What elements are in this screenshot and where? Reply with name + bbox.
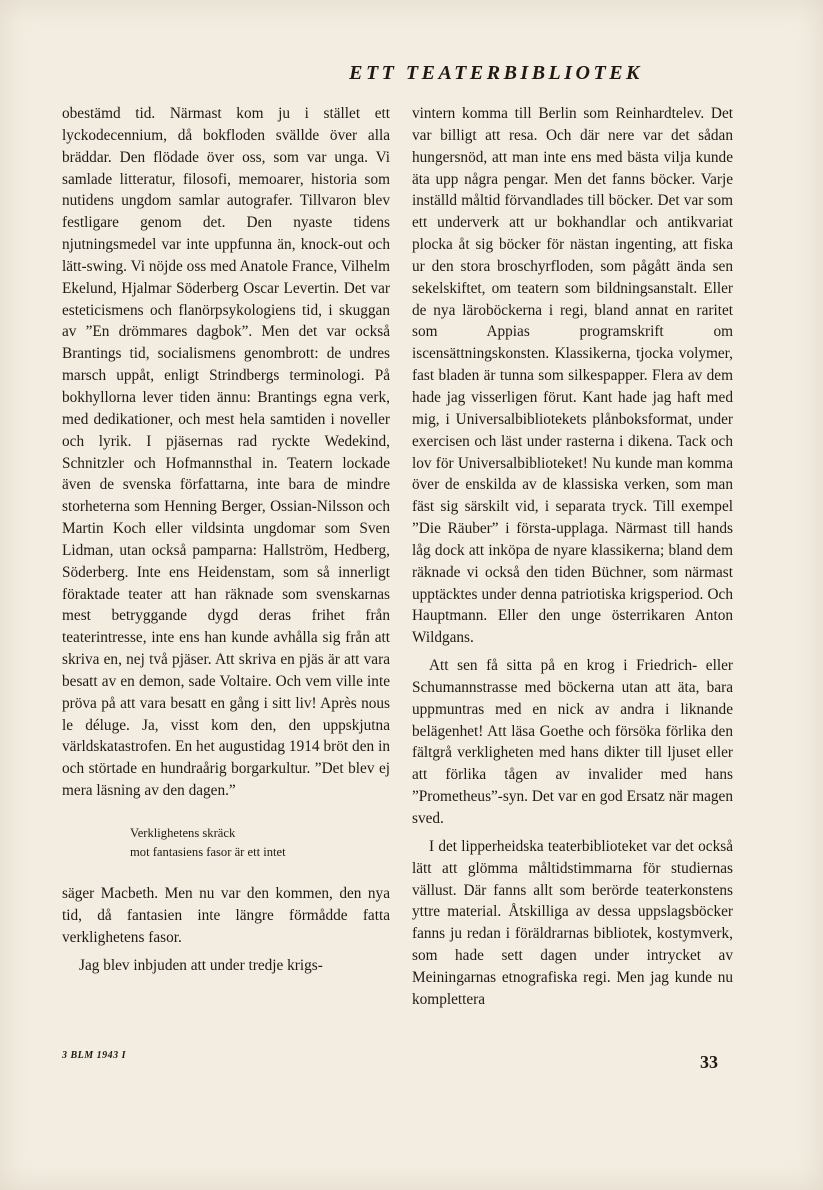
- left-column: [62, 103, 390, 976]
- right-paragraph-2: Att sen få sitta på en krog i Friedrich- eller Schumannstrasse med böckerna utan att äta, bara uppmuntras med en nick av andra i liknande belägenhet! Att läsa Goethe och försöka förlika den fältgrå verkligheten med hans dikter till ljuset eller att förlika tågen av invalider med hans ”Prometheus”-syn. Det var en god Ersatz när magen sved.: [412, 657, 733, 827]
- quote-line-2: mot fantasiens fasor är ett intet: [130, 844, 286, 859]
- running-head: [0, 58, 800, 88]
- verse-quote: [62, 824, 390, 861]
- running-head-text: ETT TEATERBIBLIOTEK: [349, 62, 643, 84]
- right-paragraph-1: vintern komma till Berlin som Reinhardtelev. Det var billigt att resa. Och där nere var det sådan hungersnöd, att man inte ens med bästa vilja kunde äta upp några pengar. Men det fanns böcker. Varje inställd måltid förvandlades till böcker. Det var som ett underverk att ur bokhandlar och antikvariat plocka åt sig böcker för nästan ingenting, att fiska ur den stora broschyrfloden, som pågått ända sen sekelskiftet, om teatern som bildningsanstalt. Eller de nya läroböckerna i regi, bland annat en raritet som Appias programskrift om iscensättningskonsten. Klassikerna, tjocka volymer, fast bladen är tunna som silkespapper. Flera av dem hade jag visserligen förut. Kant hade jag haft med mig, i Universalbibliotekets plånboksformat, under exercisen och läst under rasterna i dikena. Tack och lov för Universalbiblioteket! Nu kunde man komma över de enskilda av de klassiska verken, som man fäst sig särskilt vid, i separata tryck. Till exempel ”Die Räuber” i första-upplaga. Närmast till hands låg dock att inköpa de nyare klassikerna; bland dem räknade vi också den tiden Büchner, som närmast upptäcktes under denna patriotiska krigsperiod. Och Hauptmann. Eller den unge österrikaren Anton Wildgans.: [412, 105, 733, 647]
- left-paragraph-1: obestämd tid. Närmast kom ju i stället ett lyckodecennium, då bokfloden svällde över alla bräddar. Den flödade över oss, som var unga. Vi samlade litteratur, filosofi, memoarer, historia som nutidens ungdom samlar autografer. Tillvaron blev festligare genom det. Den nyaste tidens njutningsmedel var inte uppfunna än, knock-out och lätt-swing. Vi nöjde oss med Anatole France, Vilhelm Ekelund, Hjalmar Söderberg Oscar Levertin. Det var esteticismens och flanörpsykologiens tid, i skuggan av ”En drömmares dagbok”. Men det var också Brantings tid, socialismens genombrott: de undres marsch uppåt, enligt Strindbergs terminologi. På bokhyllorna lever tiden ännu: Brantings egna verk, med dedikationer, och mest hela samtiden i noveller och lyrik. I pjäsernas rad ryckte Wedekind, Schnitzler och Hofmannsthal in. Teatern lockade även de svenska författarna, inte bara de mindre storheterna som Henning Berger, Ossian-Nilsson och Martin Koch eller vildsinta ungdomar som Sven Lidman, utan också pamparna: Hallström, Hedberg, Söderberg. Inte ens Heidenstam, som så innerligt föraktade teater att han räknade som svenskarnas mest betryggande dygd deras frihet från teaterintresse, inte ens han kunde avhålla sig från att skriva en, nej två pjäser. Att skriva en pjäs är att vara besatt av en demon, sade Voltaire. Och vem ville inte pröva på att vara besatt en gång i sitt liv! Après nous le déluge. Ja, visst kom den, den uppskjutna världskatastrofen. En het augustidag 1914 bröt den in och störtade en hundraårig borgarkultur. ”Det blev ej mera läsning av den dagen.”: [62, 105, 390, 800]
- signature-mark: 3 BLM 1943 I: [62, 1050, 127, 1061]
- left-paragraph-3: Jag blev inbjuden att under tredje krigs-: [79, 956, 323, 974]
- right-paragraph-3: I det lipperheidska teaterbiblioteket var det också lätt att glömma måltidstimmarna för studiernas vällust. Där fanns allt som berörde teaterkonstens yttre material. Åtskilliga av dessa uppslagsböcker fanns ju redan i föräldrarnas bibliotek, kostymverk, som hade sett dagen under intrycket av Meiningarnas etnografiska regi. Men jag kunde nu komplettera: [412, 837, 733, 1008]
- page-number: 33: [700, 1052, 718, 1072]
- right-column: [412, 103, 733, 1011]
- left-paragraph-2: säger Macbeth. Men nu var den kommen, den nya tid, då fantasien inte längre förmådde fatta verklighetens fasor.: [62, 885, 390, 946]
- quote-line-1: Verklighetens skräck: [130, 826, 236, 840]
